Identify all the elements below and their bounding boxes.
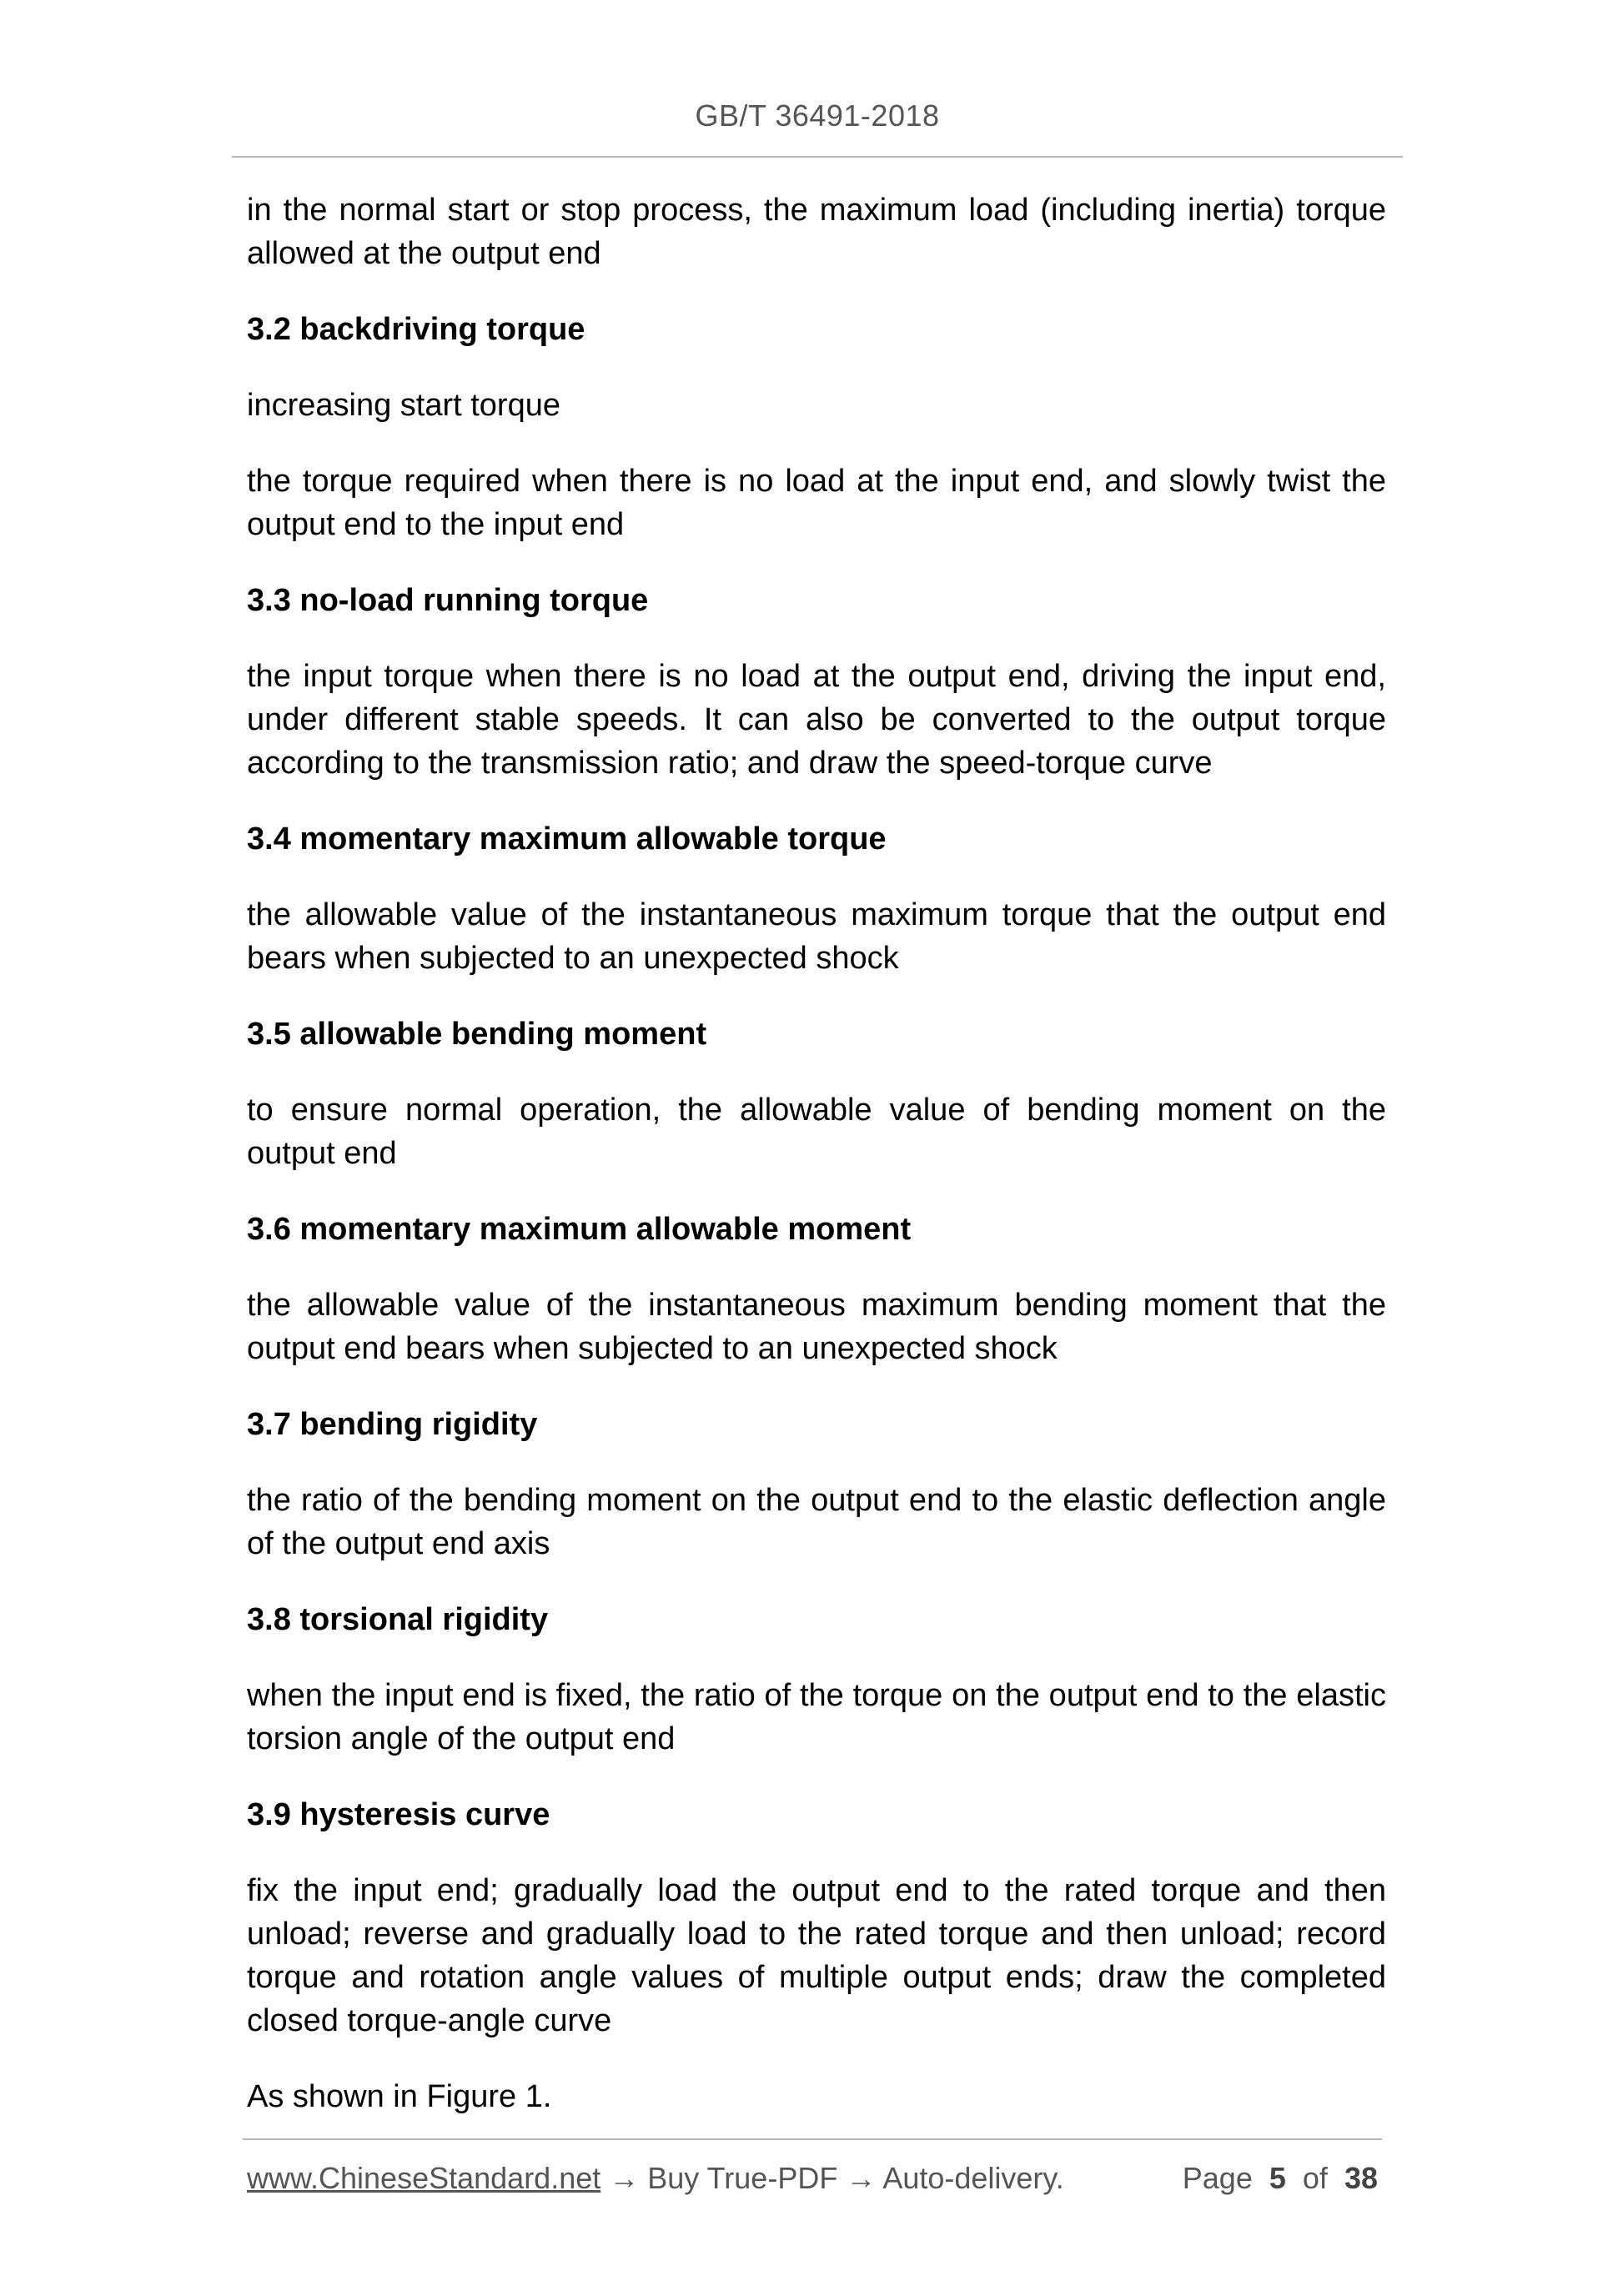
of-label: of — [1302, 2161, 1328, 2195]
term-heading: 3.5 allowable bending moment — [247, 1017, 707, 1052]
paragraph: the ratio of the bending moment on the output end to the elastic deflection angle of the output end axis — [247, 1483, 1386, 1561]
paragraph: increasing start torque — [247, 388, 560, 423]
paragraph: the allowable value of the instantaneous maximum bending moment that the output end bears when subjected to an unexpected shock — [247, 1288, 1386, 1366]
page-number: 5 — [1269, 2161, 1286, 2195]
footer-divider — [243, 2138, 1382, 2140]
paragraph: to ensure normal operation, the allowable value of bending moment on the output end — [247, 1093, 1386, 1171]
page-total: 38 — [1344, 2161, 1378, 2195]
footer-tagline: → Buy True-PDF → Auto-delivery. — [600, 2161, 1064, 2195]
page-indicator — [1183, 2158, 1378, 2198]
term-heading: 3.3 no-load running torque — [247, 583, 649, 618]
document-header: GB/T 36491-2018 — [695, 98, 940, 133]
paragraph: fix the input end; gradually load the output end to the rated torque and then unload; reverse and gradually load to the rated torque and then unload; record torque and rotation angle values of multiple output ends; draw the completed closed torque-angle curve — [247, 1873, 1386, 2038]
paragraph: the input torque when there is no load at the output end, driving the input end, under different stable speeds. It can also be converted to the output torque according to the transmission ratio; and draw the speed-torque curve — [247, 659, 1386, 781]
term-heading: 3.8 torsional rigidity — [247, 1602, 549, 1637]
page-label: Page — [1182, 2161, 1253, 2195]
footer-promo — [247, 2158, 1064, 2198]
paragraph: in the normal start or stop process, the maximum load (including inertia) torque allowed at the output end — [247, 193, 1386, 271]
term-heading: 3.9 hysteresis curve — [247, 1797, 550, 1832]
website-link[interactable]: www.ChineseStandard.net — [247, 2161, 601, 2195]
term-heading: 3.4 momentary maximum allowable torque — [247, 821, 887, 857]
term-heading: 3.7 bending rigidity — [247, 1407, 538, 1442]
paragraph: the torque required when there is no load at the input end, and slowly twist the output end to the input end — [247, 464, 1386, 542]
term-heading: 3.2 backdriving torque — [247, 312, 585, 347]
paragraph: the allowable value of the instantaneous maximum torque that the output end bears when subjected to an unexpected shock — [247, 897, 1386, 976]
paragraph: As shown in Figure 1. — [247, 2079, 552, 2114]
document-body — [247, 188, 1386, 2151]
term-heading: 3.6 momentary maximum allowable moment — [247, 1212, 912, 1247]
header-divider — [232, 156, 1403, 158]
paragraph: when the input end is fixed, the ratio of the torque on the output end to the elastic torsion angle of the output end — [247, 1678, 1386, 1756]
